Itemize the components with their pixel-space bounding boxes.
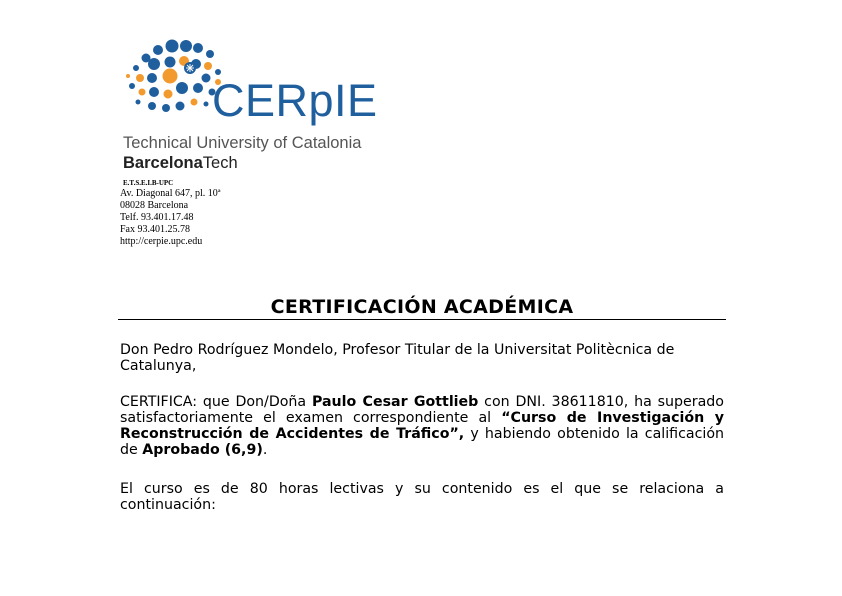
university-name: Technical University of Catalonia xyxy=(123,134,362,152)
intro-paragraph: Don Pedro Rodríguez Mondelo, Profesor Titular de la Universitat Politècnica de Catalunya, xyxy=(120,342,675,374)
certification-paragraph xyxy=(120,394,724,458)
course-name: “Curso de Investigación y Reconstrucción de Accidentes de Tráfico”, xyxy=(120,410,724,442)
address-web: http://cerpie.upc.edu xyxy=(120,236,203,247)
address-block xyxy=(120,178,221,248)
address-street: Av. Diagonal 647, pl. 10ª xyxy=(120,188,221,199)
document-title: CERTIFICACIÓN ACADÉMICA xyxy=(270,296,574,318)
title-underline xyxy=(118,319,726,320)
student-name: Paulo Cesar Gottlieb xyxy=(311,394,479,410)
school-code: E.T.S.E.I.B-UPC xyxy=(123,179,174,187)
course-hours-paragraph: El curso es de 80 horas lectivas y su contenido es el que se relaciona a continuación: xyxy=(120,481,724,513)
grade: Aprobado (6,9) xyxy=(142,442,263,458)
campus-name-light: Tech xyxy=(202,154,238,172)
cert-text-a: CERTIFICA: que Don/Doña xyxy=(120,394,312,410)
address-city: 08028 Barcelona xyxy=(120,200,189,211)
campus-name xyxy=(123,153,238,173)
campus-name-bold: Barcelona xyxy=(123,154,203,172)
address-phone: Telf. 93.401.17.48 xyxy=(120,212,194,223)
cert-text-d: . xyxy=(262,442,268,458)
cert-text-b: con DNI. 38611810, ha superado satisfactoriamente el examen correspondiente al xyxy=(120,394,724,426)
cerpie-logo-wordmark: CERpIE xyxy=(212,75,378,126)
cert-text-c: y habiendo obtenido la calificación de xyxy=(120,426,724,458)
address-fax: Fax 93.401.25.78 xyxy=(120,224,190,235)
